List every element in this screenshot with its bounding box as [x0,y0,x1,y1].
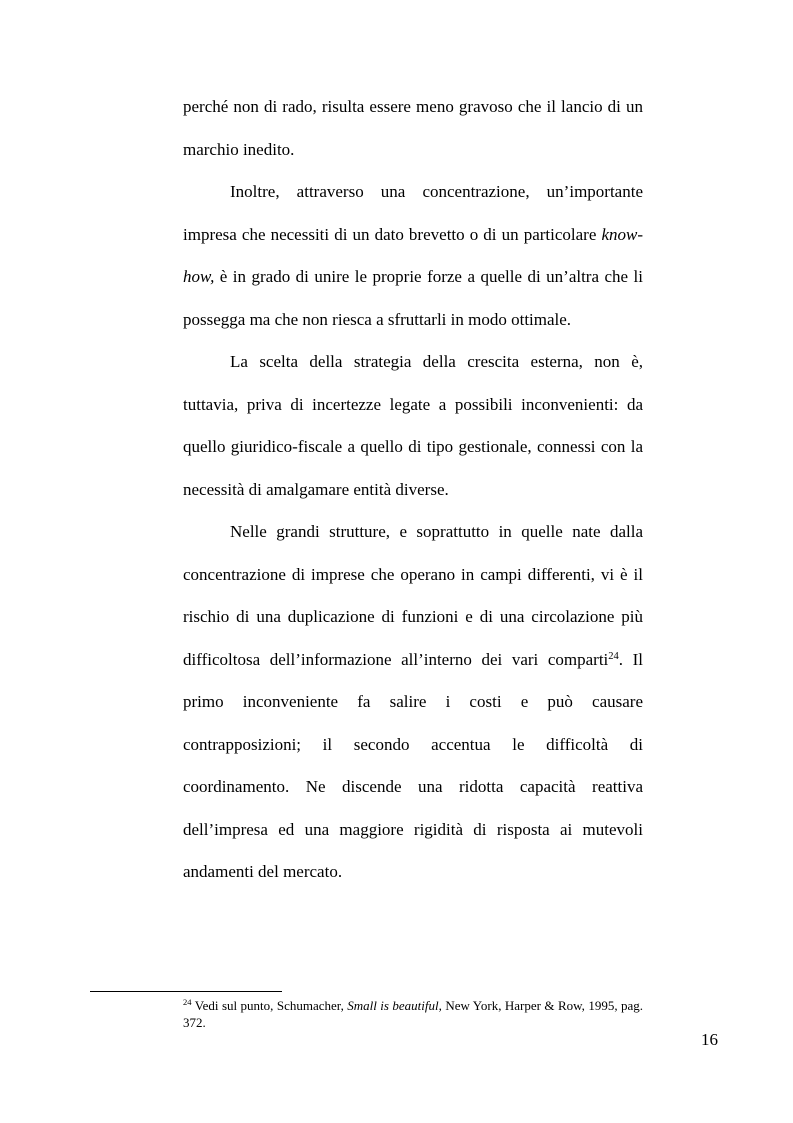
paragraph-2-start: Inoltre, attraverso una concentrazione, un’importante impresa che necessiti di un dato brevetto o di un particolare [183,182,643,244]
footnote-24 [183,997,643,1031]
paragraph-3 [183,341,643,511]
paragraph-2 [183,171,643,341]
footnote-reference[interactable]: 24 [608,650,619,662]
paragraph-4-start: Nelle grandi strutture, e soprattutto in quelle nate dalla concentrazione di imprese che operano in campi differenti, vi è il rischio di una duplicazione di funzioni e di una circolazione più difficoltosa dell’informazione all’interno dei vari comparti [183,522,643,669]
page-number: 16 [701,1030,718,1049]
footnote-book-title: Small is beautiful, [347,998,442,1013]
footnote-text-end: New York, Harper & Row, 1995, pag. 372. [183,998,644,1030]
paragraph-1-text: perché non di rado, risulta essere meno gravoso che il lancio di un marchio inedito. [183,97,643,159]
footnote-separator [90,991,282,992]
paragraph-1 [183,86,643,171]
footnote-text-start: Vedi sul punto, Schumacher, [194,998,344,1013]
body-text [183,86,643,894]
term-know-how: know-how, [183,224,644,286]
paragraph-4-end: . Il primo inconveniente fa salire i costi e può causare contrapposizioni; il secondo accentua le difficoltà di coordinamento. Ne discende una ridotta capacità reattiva dell’impresa ed una maggiore rigidità di risposta ai mutevoli andamenti del mercato. [183,649,643,881]
paragraph-4 [183,511,643,894]
paragraph-2-end: è in grado di unire le proprie forze a quelle di un’altra che li possegga ma che non riesca a sfruttarli in modo ottimale. [183,267,643,329]
footnote-number: 24 [183,997,192,1007]
paragraph-3-text: La scelta della strategia della crescita esterna, non è, tuttavia, priva di incertezze legate a possibili inconvenienti: da quello giuridico-fiscale a quello di tipo gestionale, connessi con la necessità di amalgamare entità diverse. [183,352,643,499]
